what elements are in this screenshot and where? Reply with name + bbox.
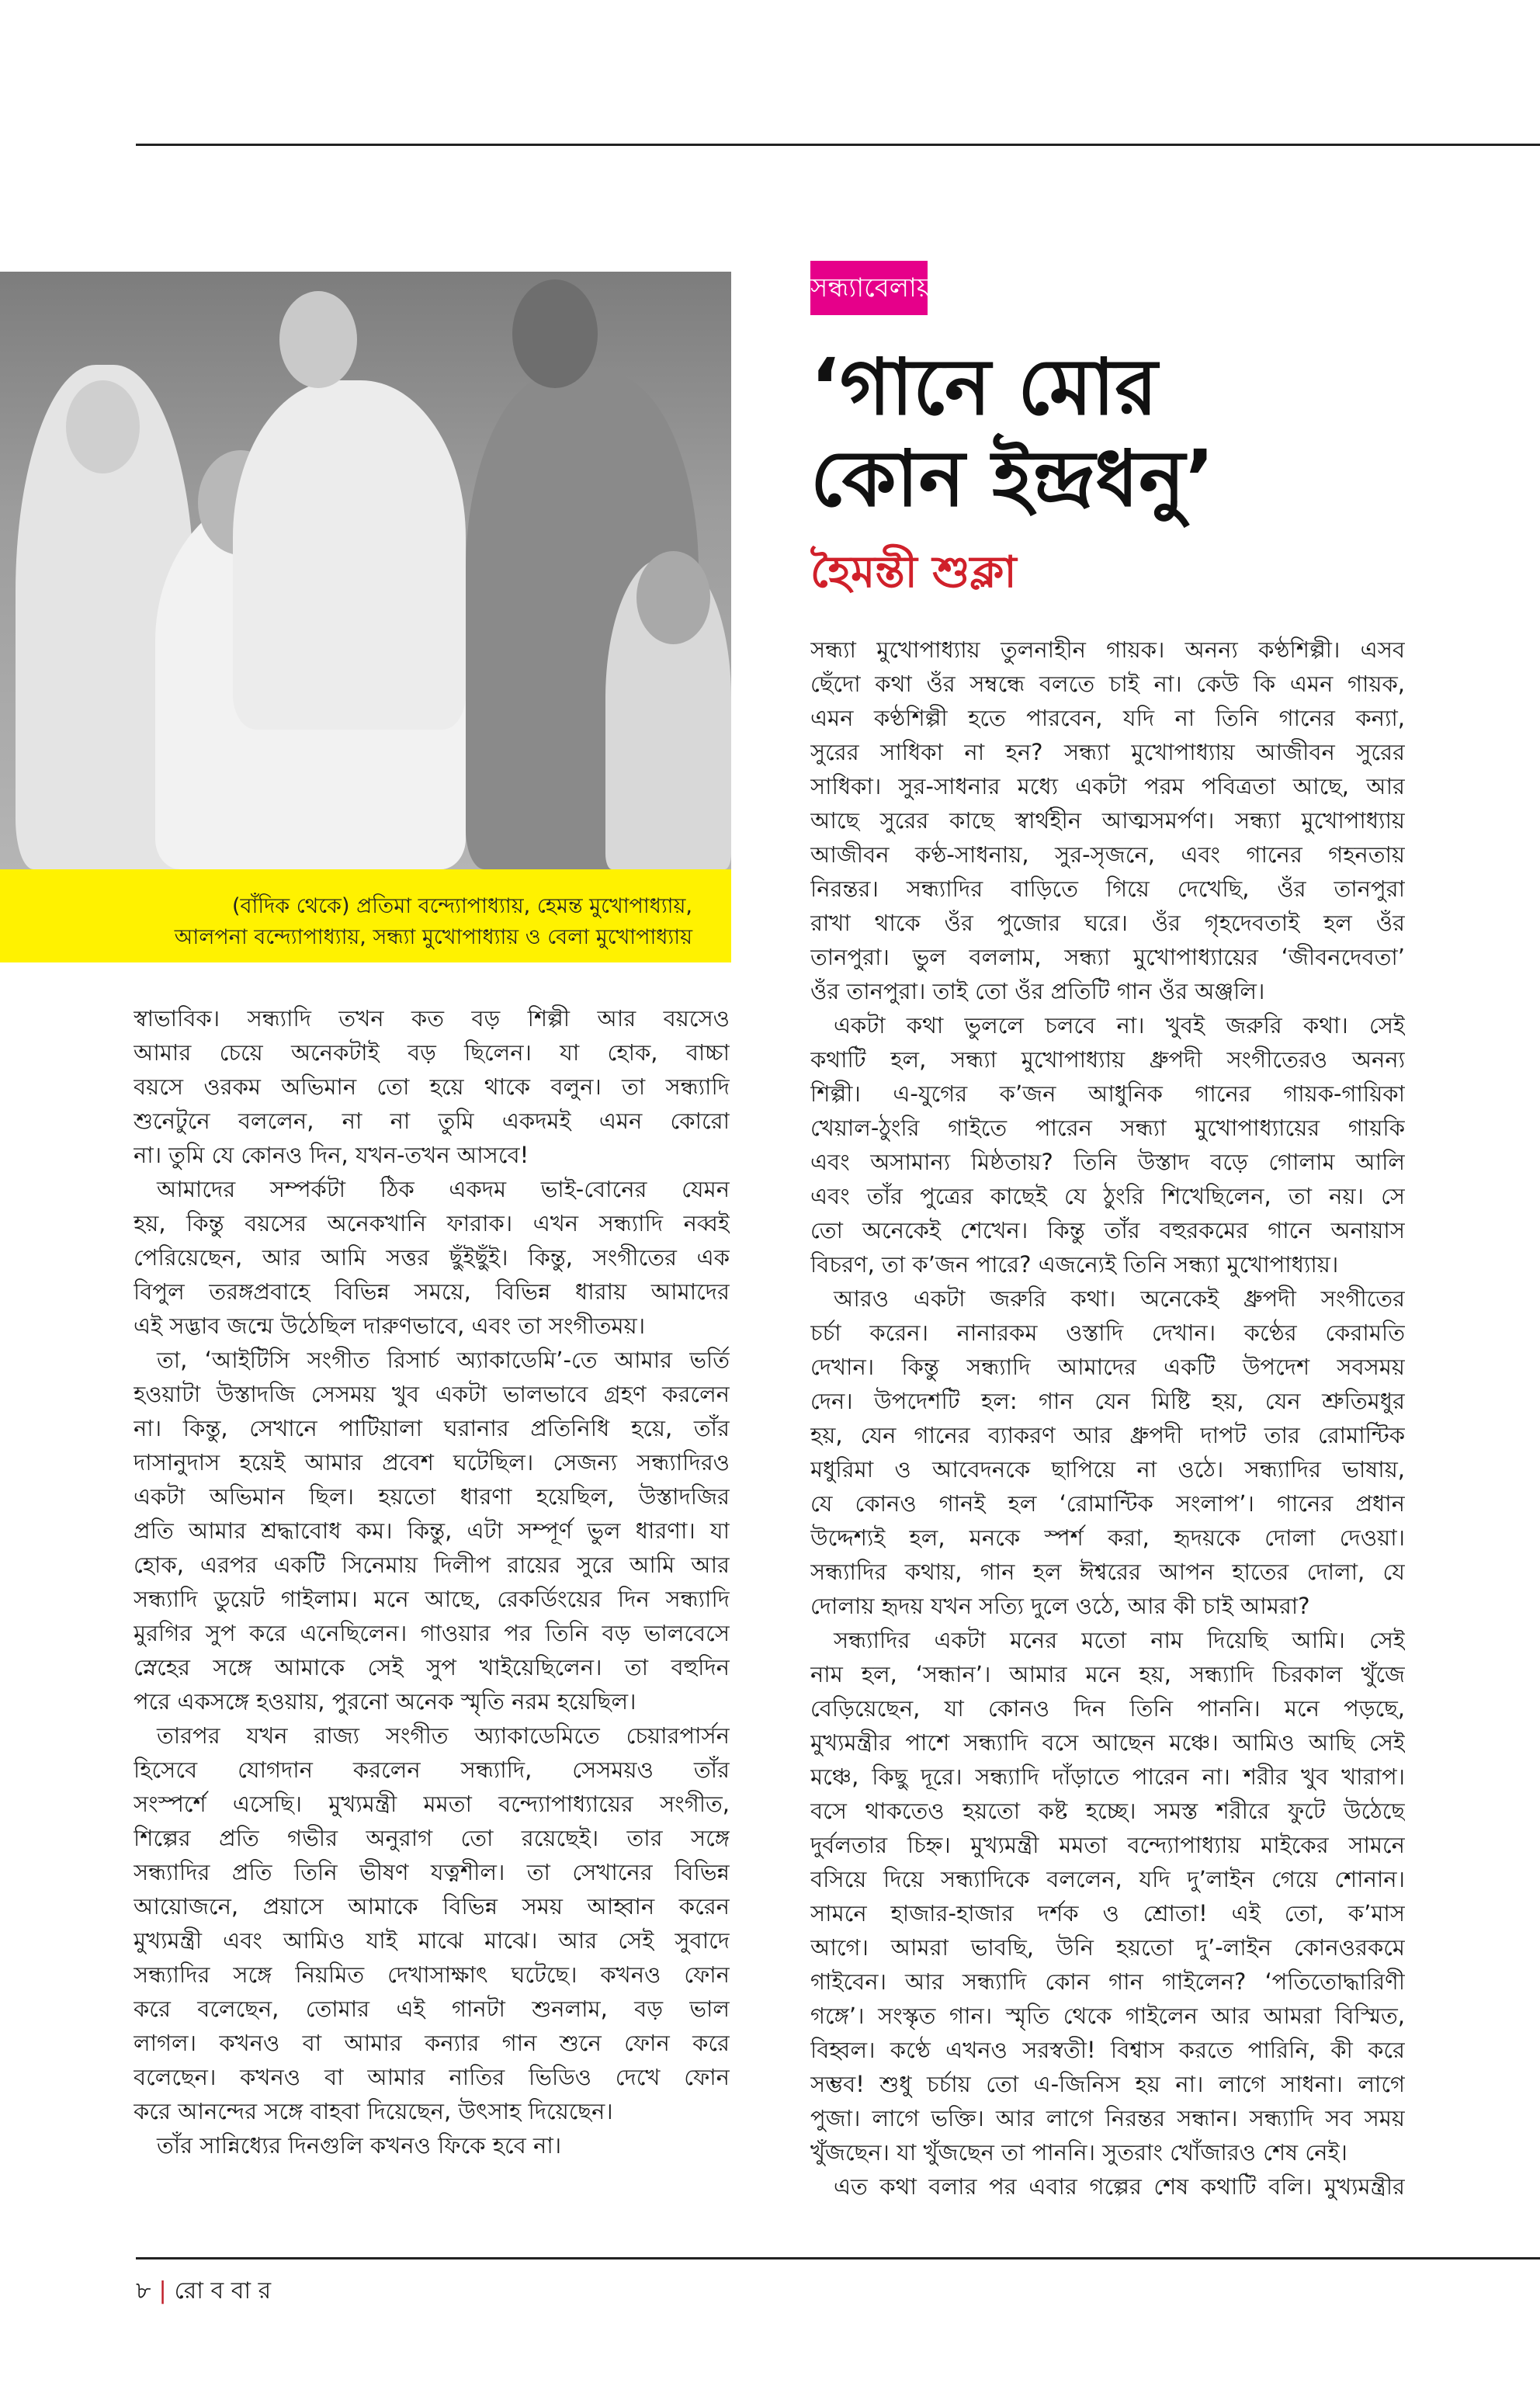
- text-line: প্রতি আমার শ্রদ্ধাবোধ কম। কিন্তু, এটা সম্পূর্ণ ভুল ধারণা। যা: [134, 1517, 730, 1544]
- text-line: দেখান। কিন্তু সন্ধ্যাদি আমাদের একটি উপদেশ সবসময়: [810, 1354, 1405, 1380]
- text-line: পরে একসঙ্গে হওয়ায়, পুরনো অনেক স্মৃতি নরম হয়েছিল।: [134, 1688, 636, 1715]
- text-line: হোক, এরপর একটি সিনেমায় দিলীপ রায়ের সুরে আমি আর: [134, 1552, 730, 1578]
- text-line: বিপুল তরঙ্গপ্রবাহে বিভিন্ন সময়ে, বিভিন্ন ধারায় আমাদের: [134, 1278, 730, 1305]
- text-line: এই সদ্ভাব জন্মে উঠেছিল দারুণভাবে, এবং তা সংগীতময়।: [134, 1313, 646, 1339]
- text-line: ছেঁদো কথা ওঁর সম্বন্ধে বলতে চাই না। কেউ কি এমন গায়ক,: [810, 671, 1405, 697]
- text-line: সন্ধ্যাদির সঙ্গে নিয়মিত দেখাসাক্ষাৎ ঘটেছে। কখনও ফোন: [134, 1961, 730, 1988]
- text-line: নাম হল, ‘সন্ধান’। আমার মনে হয়, সন্ধ্যাদি চিরকাল খুঁজে: [810, 1661, 1405, 1687]
- text-line: নিরন্তর। সন্ধ্যাদির বাড়িতে গিয়ে দেখেছি, ওঁর তানপুরা: [810, 876, 1405, 902]
- text-line: মুখ্যমন্ত্রী এবং আমিও যাই মাঝে মাঝে। আর সেই সুবাদে: [134, 1927, 730, 1954]
- text-line: বলেছেন। কখনও বা আমার নাতির ভিডিও দেখে ফোন: [134, 2064, 730, 2090]
- text-line: আয়োজনে, প্রয়াসে আমাকে বিভিন্ন সময় আহ্বান করেন: [134, 1893, 730, 1920]
- text-line: পেরিয়েছেন, আর আমি সত্তর ছুঁইছুঁই। কিন্তু, সংগীতের এক: [134, 1244, 730, 1271]
- text-line: না। তুমি যে কোনও দিন, যখন-তখন আসবে!: [134, 1142, 529, 1168]
- text-line: আমাদের সম্পর্কটা ঠিক একদম ভাই-বোনের যেমন: [157, 1176, 730, 1202]
- text-line: না। কিন্তু, সেখানে পাটিয়ালা ঘরানার প্রতিনিধি হয়ে, তাঁর: [134, 1415, 730, 1441]
- text-line: এমন কণ্ঠশিল্পী হতে পারবেন, যদি না তিনি গানের কন্যা,: [810, 705, 1405, 731]
- text-line: আছে সুরের কাছে স্বার্থহীন আত্মসমর্পণ। সন্ধ্যা মুখোপাধ্যায়: [810, 807, 1405, 834]
- text-line: গঙ্গে’। সংস্কৃত গান। স্মৃতি থেকে গাইলেন আর আমরা বিস্মিত,: [810, 2003, 1405, 2029]
- text-line: মুখ্যমন্ত্রীর পাশে সন্ধ্যাদি বসে আছেন মঞ্চে। আমিও আছি সেই: [810, 1729, 1405, 1756]
- text-line: বসিয়ে দিয়ে সন্ধ্যাদিকে বললেন, যদি দু’লাইন গেয়ে শোনান।: [810, 1866, 1405, 1892]
- author-byline: হৈমন্তী শুক্লা: [810, 547, 1017, 598]
- photo-face: [66, 380, 140, 473]
- text-line: সংস্পর্শে এসেছি। মুখ্যমন্ত্রী মমতা বন্দ্যোপাধ্যায়ের সংগীত,: [134, 1791, 730, 1817]
- text-line: সন্ধ্যাদি ডুয়েট গাইলাম। মনে আছে, রেকর্ডিংয়ের দিন সন্ধ্যাদি: [134, 1586, 730, 1612]
- text-line: সন্ধ্যা মুখোপাধ্যায় তুলনাহীন গায়ক। অনন্য কণ্ঠশিল্পী। এসব: [810, 636, 1405, 663]
- text-line: সন্ধ্যাদির প্রতি তিনি ভীষণ যত্নশীল। তা সেখানের বিভিন্ন: [134, 1859, 730, 1885]
- text-line: উদ্দেশ্যই হল, মনকে স্পর্শ করা, হৃদয়কে দোলা দেওয়া।: [810, 1524, 1405, 1551]
- photo-caption: [0, 869, 731, 962]
- text-line: দাসানুদাস হয়েই আমার প্রবেশ ঘটেছিল। সেজন্য সন্ধ্যাদিরও: [134, 1449, 730, 1476]
- page-footer: [136, 2274, 271, 2308]
- text-line: স্নেহের সঙ্গে আমাকে সেই সুপ খাইয়েছিলেন। তা বহুদিন: [134, 1654, 730, 1680]
- text-line: পুজা। লাগে ভক্তি। আর লাগে নিরন্তর সন্ধান। সন্ধ্যাদি সব সময়: [810, 2105, 1405, 2131]
- photo-face: [279, 291, 357, 388]
- text-line: শিল্পের প্রতি গভীর অনুরাগ তো রয়েছেই। তার সঙ্গে: [134, 1825, 730, 1851]
- photo-face: [512, 279, 598, 388]
- text-line: করে বলেছেন, তোমার এই গানটা শুনলাম, বড় ভাল: [134, 1996, 730, 2022]
- text-line: তারপর যখন রাজ্য সংগীত অ্যাকাডেমিতে চেয়ারপার্সন: [157, 1722, 730, 1749]
- text-line: গাইবেন। আর সন্ধ্যাদি কোন গান গাইলেন? ‘পতিতোদ্ধারিণী: [810, 1968, 1405, 1995]
- top-divider: [136, 144, 1540, 146]
- text-line: আরও একটা জরুরি কথা। অনেকেই ধ্রুপদী সংগীতের: [834, 1285, 1405, 1312]
- text-line: এবং অসামান্য মিষ্ঠতায়? তিনি উস্তাদ বড়ে গোলাম আলি: [810, 1149, 1405, 1175]
- text-line: মধুরিমা ও আবেদনকে ছাপিয়ে না ওঠে। সন্ধ্যাদির ভাষায়,: [810, 1456, 1405, 1483]
- text-line: বয়সে ওরকম অভিমান তো হয়ে থাকে বলুন। তা সন্ধ্যাদি: [134, 1073, 730, 1100]
- text-line: শিল্পী। এ-যুগের ক’জন আধুনিক গানের গায়ক-গায়িকা: [810, 1080, 1405, 1107]
- text-line: তাঁর সান্নিধ্যের দিনগুলি কখনও ফিকে হবে না।: [157, 2132, 562, 2159]
- bottom-divider: [136, 2257, 1540, 2259]
- text-line: খেয়াল-ঠুংরি গাইতে পারেন সন্ধ্যা মুখোপাধ্যায়ের গায়কি: [810, 1115, 1405, 1141]
- text-line: তো অনেকেই শেখেন। কিন্তু তাঁর বহুরকমের গানে অনায়াস: [810, 1217, 1405, 1243]
- text-line: কথাটি হল, সন্ধ্যা মুখোপাধ্যায় ধ্রুপদী সংগীতেরও অনন্য: [810, 1046, 1405, 1073]
- text-line: সম্ভব! শুধু চর্চায় তো এ-জিনিস হয় না। লাগে সাধনা। লাগে: [810, 2071, 1405, 2097]
- text-line: এত কথা বলার পর এবার গল্পের শেষ কথাটি বলি। মুখ্যমন্ত্রীর: [834, 2173, 1405, 2200]
- photo-figure: [233, 380, 466, 730]
- text-line: হয়, যেন গানের ব্যাকরণ আর ধ্রুপদী দাপট তার রোমান্টিক: [810, 1422, 1405, 1448]
- text-line: সন্ধ্যাদির কথায়, গান হল ঈশ্বরের আপন হাতের দোলা, যে: [810, 1559, 1405, 1585]
- text-line: সন্ধ্যাদির একটা মনের মতো নাম দিয়েছি আমি। সেই: [834, 1627, 1405, 1653]
- section-tag: সন্ধ্যাবেলায়: [810, 261, 928, 315]
- text-line: সাধিকা। সুর-সাধনার মধ্যে একটা পরম পবিত্রতা আছে, আর: [810, 773, 1405, 799]
- text-line: বসে থাকতেও হয়তো কষ্ট হচ্ছে। সমস্ত শরীরে ফুটে উঠেছে: [810, 1798, 1405, 1824]
- text-line: তা, ‘আইটিসি সংগীত রিসার্চ অ্যাকাডেমি’-তে আমার ভর্তি: [157, 1347, 730, 1373]
- text-line: হিসেবে যোগদান করলেন সন্ধ্যাদি, সেসময়ও তাঁর: [134, 1757, 730, 1783]
- article-photo: [0, 272, 731, 869]
- text-line: ওঁর তানপুরা। তাই তো ওঁর প্রতিটি গান ওঁর অঞ্জলি।: [810, 978, 1265, 1004]
- text-line: শুনেটুনে বললেন, না না তুমি একদমই এমন কোরো: [134, 1108, 730, 1134]
- text-line: মুরগির সুপ করে এনেছিলেন। গাওয়ার পর তিনি বড় ভালবেসে: [134, 1620, 730, 1646]
- text-line: সামনে হাজার-হাজার দর্শক ও শ্রোতা! এই তো, ক’মাস: [810, 1900, 1405, 1927]
- page-number: ৮: [136, 2277, 151, 2305]
- text-line: আমার চেয়ে অনেকটাই বড় ছিলেন। যা হোক, বাচ্চা: [134, 1039, 730, 1066]
- text-line: করে আনন্দের সঙ্গে বাহবা দিয়েছেন, উৎসাহ দিয়েছেন।: [134, 2098, 613, 2124]
- text-line: হয়, কিন্তু বয়সের অনেকখানি ফারাক। এখন সন্ধ্যাদি নব্বই: [134, 1210, 730, 1236]
- text-line: একটা কথা ভুললে চলবে না। খুবই জরুরি কথা। সেই: [834, 1012, 1405, 1039]
- text-line: বিচরণ, তা ক’জন পারে? এজন্যেই তিনি সন্ধ্যা মুখোপাধ্যায়।: [810, 1251, 1339, 1278]
- text-line: বিহ্বল। কণ্ঠে এখনও সরস্বতী! বিশ্বাস করতে পারিনি, কী করে: [810, 2037, 1405, 2063]
- text-line: যে কোনও গানই হল ‘রোমান্টিক সংলাপ’। গানের প্রধান: [810, 1490, 1405, 1517]
- footer-separator: |: [158, 2277, 167, 2305]
- text-line: দোলায় হৃদয় যখন সত্যি দুলে ওঠে, আর কী চাই আমরা?: [810, 1593, 1310, 1619]
- text-line: হওয়াটা উস্তাদজি সেসময় খুব একটা ভালভাবে গ্রহণ করলেন: [134, 1381, 730, 1407]
- title-line: কোন ইন্দ্রধনু’: [810, 433, 1215, 524]
- text-line: মঞ্চে, কিছু দূরে। সন্ধ্যাদি দাঁড়াতে পারেন না। শরীর খুব খারাপ।: [810, 1764, 1405, 1790]
- title-line: ‘গানে মোর: [810, 342, 1158, 432]
- article-title: [810, 342, 1215, 525]
- photo-face: [636, 551, 710, 644]
- text-line: বেড়িয়েছেন, যা কোনও দিন তিনি পাননি। মনে পড়ছে,: [810, 1695, 1405, 1722]
- text-line: খুঁজছেন। যা খুঁজছেন তা পাননি। সুতরাং খোঁজারও শেষ নেই।: [810, 2139, 1348, 2166]
- text-line: রাখা থাকে ওঁর পুজোর ঘরে। ওঁর গৃহদেবতাই হল ওঁর: [810, 910, 1405, 936]
- caption-line: (বাঁদিক থেকে) প্রতিমা বন্দ্যোপাধ্যায়, হেমন্ত মুখোপাধ্যায়,: [232, 894, 692, 918]
- article-body-right-column: [810, 633, 1405, 2204]
- text-line: চর্চা করেন। নানারকম ওস্তাদি দেখান। কণ্ঠের কেরামতি: [810, 1320, 1405, 1346]
- text-line: দুর্বলতার চিহ্ন। মুখ্যমন্ত্রী মমতা বন্দ্যোপাধ্যায় মাইকের সামনে: [810, 1832, 1405, 1858]
- text-line: এবং তাঁর পুত্রের কাছেই যে ঠুংরি শিখেছিলেন, তা নয়। সে: [810, 1183, 1405, 1209]
- text-line: আজীবন কণ্ঠ-সাধনায়, সুর-সৃজনে, এবং গানের গহনতায়: [810, 841, 1405, 868]
- article-body-left-column: [134, 1001, 730, 2162]
- text-line: দেন। উপদেশটি হল: গান যেন মিষ্টি হয়, যেন শ্রুতিমধুর: [810, 1388, 1405, 1414]
- text-line: একটা অভিমান ছিল। হয়তো ধারণা হয়েছিল, উস্তাদজির: [134, 1483, 730, 1510]
- caption-line: আলপনা বন্দ্যোপাধ্যায়, সন্ধ্যা মুখোপাধ্যায় ও বেলা মুখোপাধ্যায়: [174, 925, 692, 949]
- text-line: সুরের সাধিকা না হন? সন্ধ্যা মুখোপাধ্যায় আজীবন সুরের: [810, 739, 1405, 765]
- text-line: লাগল। কখনও বা আমার কন্যার গান শুনে ফোন করে: [134, 2030, 730, 2056]
- text-line: আগে। আমরা ভাবছি, উনি হয়তো দু’-লাইন কোনওরকমে: [810, 1934, 1405, 1961]
- text-line: তানপুরা। ভুল বললাম, সন্ধ্যা মুখোপাধ্যায়ের ‘জীবনদেবতা’: [810, 944, 1405, 970]
- magazine-name: রো ব বা র: [174, 2277, 272, 2305]
- text-line: স্বাভাবিক। সন্ধ্যাদি তখন কত বড় শিল্পী আর বয়সেও: [134, 1005, 730, 1032]
